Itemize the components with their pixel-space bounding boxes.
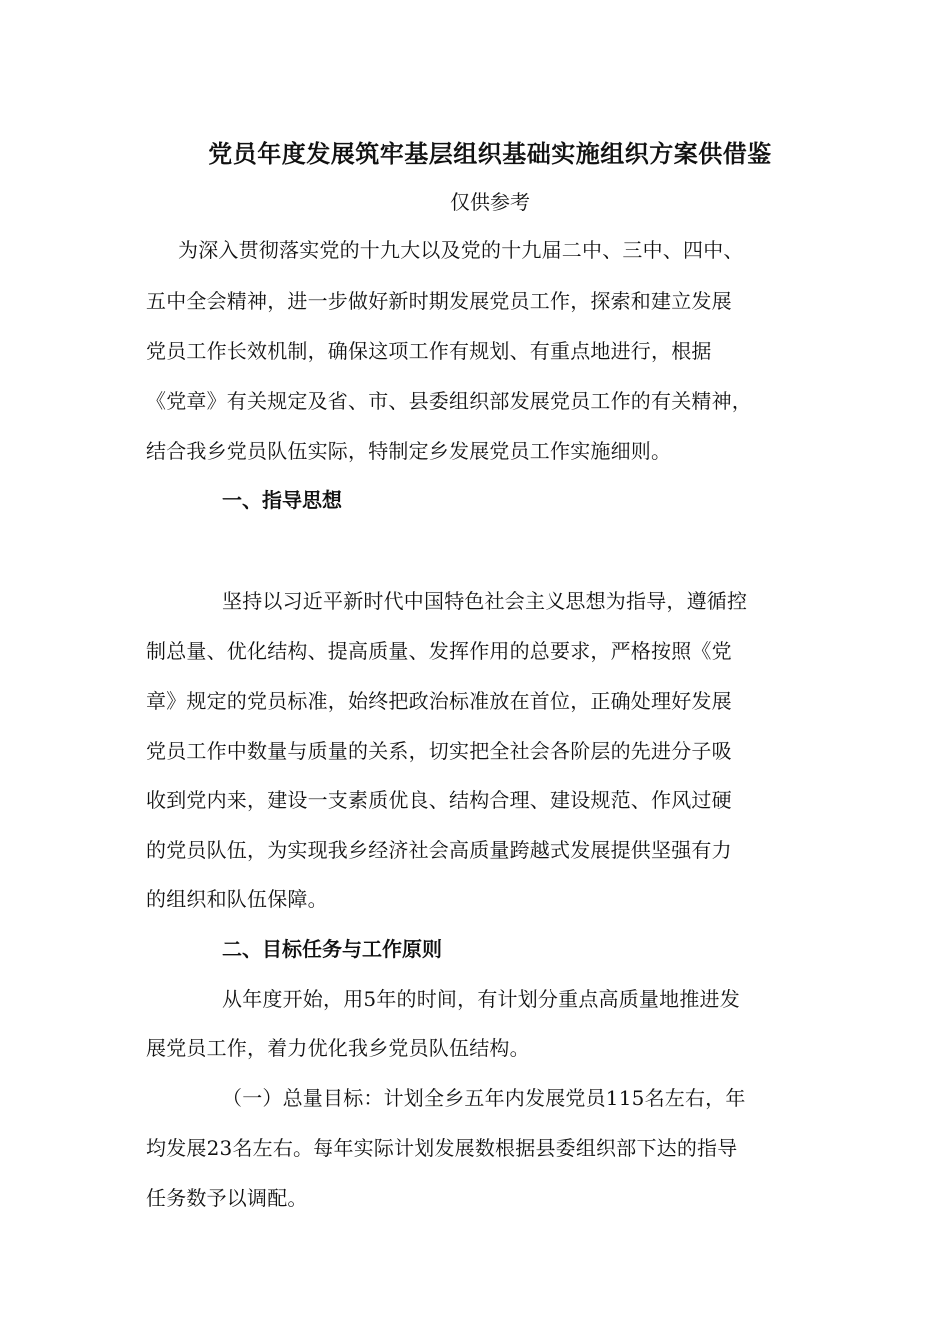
section-1-line-6: 的党员队伍，为实现我乡经济社会高质量跨越式发展提供坚强有力 [146, 838, 732, 862]
intro-line-4: 《党章》有关规定及省、市、县委组织部发展党员工作的有关精神， [146, 389, 752, 413]
document-subtitle: 仅供参考 [450, 190, 530, 214]
section-2-item-1-line-1: （一）总量目标：计划全乡五年内发展党员115名左右，年 [222, 1086, 746, 1110]
intro-line-2: 五中全会精神，进一步做好新时期发展党员工作，探索和建立发展 [146, 289, 732, 313]
intro-line-3: 党员工作长效机制，确保这项工作有规划、有重点地进行，根据 [146, 339, 712, 363]
section-1-line-4: 党员工作中数量与质量的关系，切实把全社会各阶层的先进分子吸 [146, 739, 732, 763]
section-2-line-2: 展党员工作，着力优化我乡党员队伍结构。 [146, 1036, 530, 1060]
section-1-line-3: 章》规定的党员标准，始终把政治标准放在首位，正确处理好发展 [146, 689, 732, 713]
section-2-item-1-line-3: 任务数予以调配。 [146, 1186, 308, 1210]
section-1-line-7: 的组织和队伍保障。 [146, 887, 328, 911]
section-2-line-1: 从年度开始，用5年的时间，有计划分重点高质量地推进发 [222, 987, 740, 1011]
section-2-heading: 二、目标任务与工作原则 [222, 937, 442, 961]
section-1-line-5: 收到党内来，建设一支素质优良、结构合理、建设规范、作风过硬 [146, 788, 732, 812]
section-1-line-1: 坚持以习近平新时代中国特色社会主义思想为指导，遵循控 [222, 589, 748, 613]
section-1-heading: 一、指导思想 [222, 488, 342, 512]
section-1-line-2: 制总量、优化结构、提高质量、发挥作用的总要求，严格按照《党 [146, 639, 732, 663]
intro-line-1: 为深入贯彻落实党的十九大以及党的十九届二中、三中、四中、 [178, 238, 744, 262]
intro-line-5: 结合我乡党员队伍实际，特制定乡发展党员工作实施细则。 [146, 439, 672, 463]
section-2-item-1-line-2: 均发展23名左右。每年实际计划发展数根据县委组织部下达的指导 [146, 1136, 738, 1160]
document-title: 党员年度发展筑牢基层组织基础实施组织方案供借鉴 [208, 139, 772, 168]
